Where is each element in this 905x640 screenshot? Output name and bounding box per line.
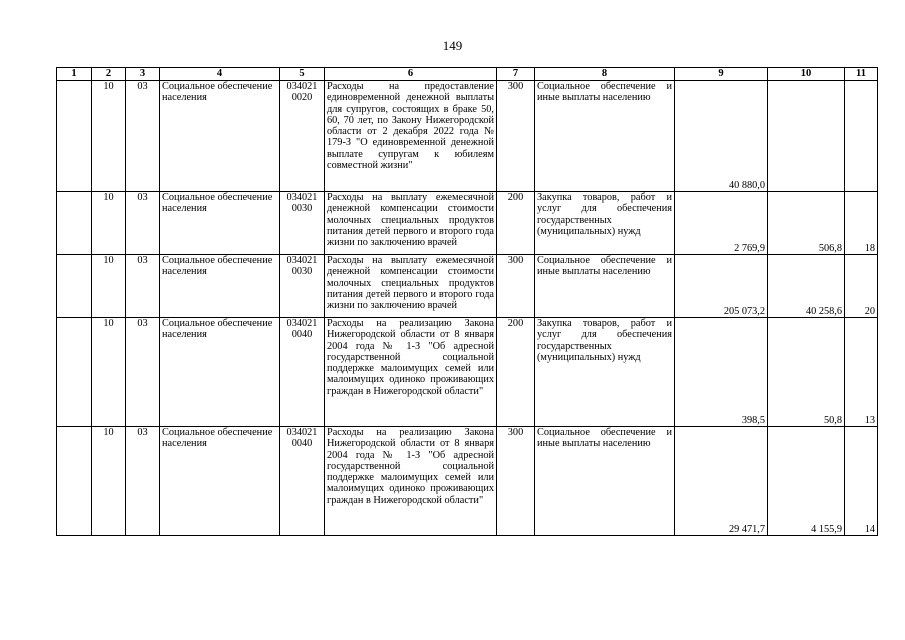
expense-type-name-cell: Социальное обеспечение и иные выплаты населению	[535, 255, 675, 318]
executed-cell: 4 155,9	[768, 427, 845, 536]
table-row	[57, 81, 878, 192]
subsection-cell: 03	[126, 255, 160, 318]
expense-type-code-cell: 200	[497, 318, 535, 427]
section-name-cell: Социальное обеспечение населения	[160, 255, 280, 318]
table-header-row	[57, 68, 878, 81]
target-code-cell: 034021 0040	[280, 427, 325, 536]
amount-cell: 398,5	[675, 318, 768, 427]
amount-cell: 40 880,0	[675, 81, 768, 192]
header-cell: 7	[497, 68, 535, 81]
row-number-cell	[57, 192, 92, 255]
subsection-cell: 03	[126, 427, 160, 536]
header-cell: 9	[675, 68, 768, 81]
executed-cell: 40 258,6	[768, 255, 845, 318]
section-cell: 10	[92, 427, 126, 536]
section-cell: 10	[92, 255, 126, 318]
table-row	[57, 427, 878, 536]
table-row	[57, 255, 878, 318]
percent-cell: 13	[845, 318, 878, 427]
section-name-cell: Социальное обеспечение населения	[160, 318, 280, 427]
page-number: 149	[442, 38, 463, 53]
expense-type-code-cell: 300	[497, 81, 535, 192]
header-cell: 2	[92, 68, 126, 81]
budget-table	[56, 67, 878, 536]
row-number-cell	[57, 427, 92, 536]
expense-type-code-cell: 300	[497, 427, 535, 536]
section-name-cell: Социальное обеспечение населения	[160, 192, 280, 255]
executed-cell: 506,8	[768, 192, 845, 255]
target-name-cell: Расходы на выплату ежемесячной денежной компенсации стоимости молочных специальных продуктов питания детей первого и второго года жизни по заключению врачей	[325, 192, 497, 255]
subsection-cell: 03	[126, 318, 160, 427]
expense-type-code-cell: 300	[497, 255, 535, 318]
header-cell: 11	[845, 68, 878, 81]
expense-type-name-cell: Закупка товаров, работ и услуг для обеспечения государственных (муниципальных) нужд	[535, 318, 675, 427]
section-cell: 10	[92, 318, 126, 427]
target-name-cell: Расходы на предоставление единовременной денежной выплаты для супругов, состоящих в браке 50, 60, 70 лет, по Закону Нижегородской области от 2 декабря 2022 года № 179-З "О единовременной денежной выплате супругам к юбилеям совместной жизни"	[325, 81, 497, 192]
amount-cell: 205 073,2	[675, 255, 768, 318]
target-name-cell: Расходы на выплату ежемесячной денежной компенсации стоимости молочных специальных продуктов питания детей первого и второго года жизни по заключению врачей	[325, 255, 497, 318]
section-cell: 10	[92, 192, 126, 255]
percent-cell	[845, 81, 878, 192]
expense-type-name-cell: Закупка товаров, работ и услуг для обеспечения государственных (муниципальных) нужд	[535, 192, 675, 255]
row-number-cell	[57, 255, 92, 318]
header-cell: 6	[325, 68, 497, 81]
target-code-cell: 034021 0030	[280, 255, 325, 318]
percent-cell: 18	[845, 192, 878, 255]
table-row	[57, 318, 878, 427]
percent-cell: 20	[845, 255, 878, 318]
target-name-cell: Расходы на реализацию Закона Нижегородской области от 8 января 2004 года № 1-З "Об адресной государственной социальной поддержке малоимущих семей или малоимущих одиноко проживающих граждан в Нижегородской области"	[325, 427, 497, 536]
target-code-cell: 034021 0040	[280, 318, 325, 427]
row-number-cell	[57, 81, 92, 192]
header-cell: 5	[280, 68, 325, 81]
header-cell: 8	[535, 68, 675, 81]
amount-cell: 29 471,7	[675, 427, 768, 536]
executed-cell: 50,8	[768, 318, 845, 427]
amount-cell: 2 769,9	[675, 192, 768, 255]
section-name-cell: Социальное обеспечение населения	[160, 427, 280, 536]
executed-cell	[768, 81, 845, 192]
target-code-cell: 034021 0020	[280, 81, 325, 192]
subsection-cell: 03	[126, 81, 160, 192]
target-code-cell: 034021 0030	[280, 192, 325, 255]
table-row	[57, 192, 878, 255]
expense-type-name-cell: Социальное обеспечение и иные выплаты населению	[535, 427, 675, 536]
header-cell: 10	[768, 68, 845, 81]
section-name-cell: Социальное обеспечение населения	[160, 81, 280, 192]
target-name-cell: Расходы на реализацию Закона Нижегородской области от 8 января 2004 года № 1-З "Об адресной государственной социальной поддержке малоимущих семей или малоимущих одиноко проживающих граждан в Нижегородской области"	[325, 318, 497, 427]
header-cell: 1	[57, 68, 92, 81]
row-number-cell	[57, 318, 92, 427]
percent-cell: 14	[845, 427, 878, 536]
subsection-cell: 03	[126, 192, 160, 255]
expense-type-code-cell: 200	[497, 192, 535, 255]
header-cell: 3	[126, 68, 160, 81]
header-cell: 4	[160, 68, 280, 81]
section-cell: 10	[92, 81, 126, 192]
expense-type-name-cell: Социальное обеспечение и иные выплаты населению	[535, 81, 675, 192]
